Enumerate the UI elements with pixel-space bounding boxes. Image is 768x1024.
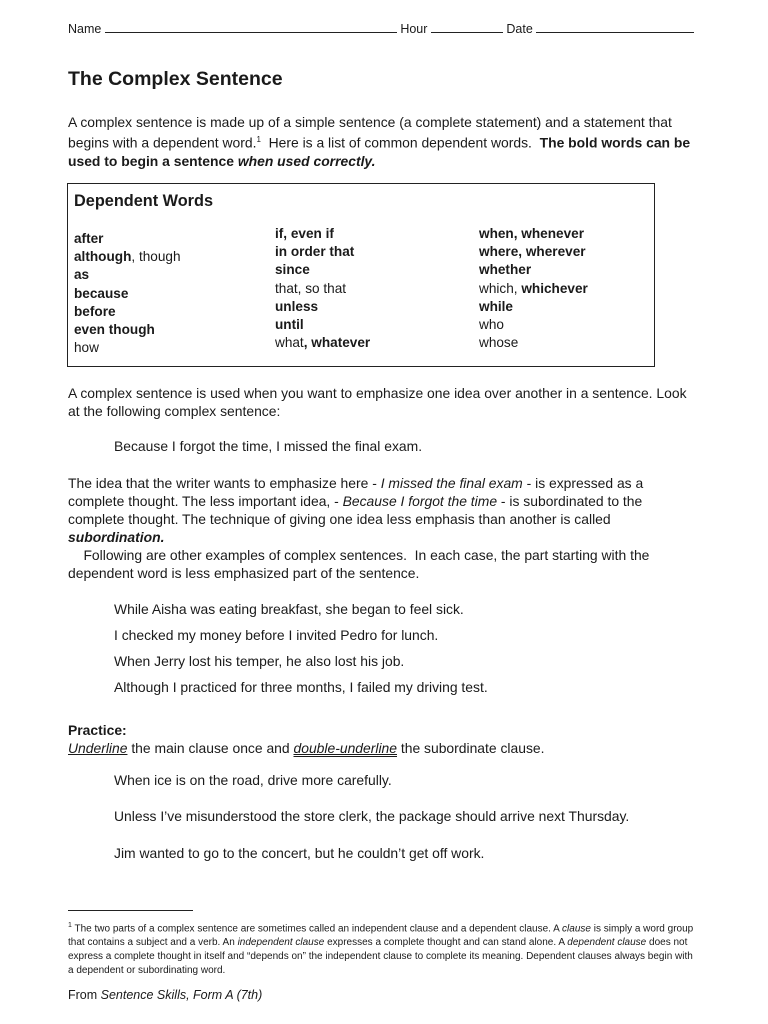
intro-text: A complex sentence is made up of a simple sentence (a complete statement) and a statement that begins with a dependent word. — [68, 114, 672, 151]
dependent-word-plain: which, — [479, 280, 522, 296]
fn-t2: is simply a word group that contains a subject and a verb. An — [68, 923, 694, 949]
fn-i2: independent clause — [237, 937, 325, 949]
dependent-word — [74, 248, 181, 266]
para3-a: The idea that the writer wants to emphasize here - — [68, 475, 381, 491]
dependent-word-bold: in order that — [275, 244, 355, 260]
dependent-word — [479, 298, 588, 316]
para3-b: - is expressed as a complete thought. The less important idea, - — [68, 475, 644, 509]
source-prefix: From — [68, 988, 101, 1002]
practice-item[interactable]: Jim wanted to go to the concert, but he couldn’t get off work. — [114, 845, 485, 861]
dependent-word-plain: whose — [479, 335, 519, 351]
dependent-word — [74, 303, 181, 321]
footnote-number: 1 — [68, 922, 72, 929]
para3-b-italic: Because I forgot the time — [342, 493, 498, 509]
instr-end: the subordinate clause. — [397, 740, 545, 756]
dependent-word — [275, 334, 370, 352]
fn-t3: expresses a complete thought and can stand alone. A — [324, 937, 568, 949]
source-title: Sentence Skills, Form A (7th) — [100, 988, 263, 1002]
dependent-word-bold: , whatever — [303, 335, 371, 351]
source-citation — [68, 988, 262, 1002]
dependent-words-heading: Dependent Words — [74, 192, 214, 210]
name-blank[interactable] — [105, 22, 397, 33]
double-underline-word: double-underline — [293, 740, 397, 756]
dependent-word — [74, 339, 181, 357]
dependent-word — [275, 298, 370, 316]
dependent-word — [479, 243, 588, 261]
underline-word: Underline — [68, 740, 128, 756]
paragraph-3 — [68, 474, 700, 546]
fn-i3: dependent clause — [567, 937, 647, 949]
instr-mid: the main clause once and — [127, 740, 294, 756]
footnote-divider — [68, 910, 193, 911]
dependent-word-bold: when, whenever — [479, 226, 585, 241]
para3-c-italic: subordination. — [68, 529, 165, 545]
dependent-word-bold: since — [275, 262, 310, 278]
dependent-word-plain: what — [275, 335, 304, 351]
date-blank[interactable] — [536, 22, 694, 33]
dependent-word — [479, 225, 588, 243]
dependent-word — [275, 316, 370, 334]
dependent-word-bold: even though — [74, 322, 155, 338]
dependent-word-bold: until — [275, 317, 304, 333]
paragraph-4: Following are other examples of complex sentences. In each case, the part starting with the dependent word is less emphasized part of the sentence. — [68, 547, 654, 581]
dependent-words-col-1 — [74, 230, 181, 357]
intro-text-2: Here is a list of common dependent words. — [260, 134, 540, 151]
para3-c: - is subordinated to the complete thought. The technique of giving one idea less emphasis than another is called — [68, 493, 643, 527]
page-title: The Complex Sentence — [68, 68, 283, 90]
dependent-words-col-2 — [275, 225, 370, 352]
dependent-words-box — [67, 183, 655, 367]
dependent-word — [479, 280, 588, 298]
footnote — [68, 919, 698, 978]
dependent-word — [74, 266, 181, 284]
practice-item[interactable]: Unless I’ve misunderstood the store clerk, the package should arrive next Thursday. — [114, 808, 630, 824]
dependent-word — [275, 280, 370, 298]
practice-heading: Practice: — [68, 722, 127, 738]
dependent-word — [479, 261, 588, 279]
dependent-word-bold: where, wherever — [479, 244, 586, 260]
para3-a-italic: I missed the final exam — [380, 475, 523, 491]
example-item: When Jerry lost his temper, he also lost his job. — [114, 653, 405, 669]
dependent-word-plain: , though — [131, 249, 181, 265]
dependent-word-bold: although — [74, 249, 132, 265]
dependent-word-bold: after — [74, 231, 104, 246]
dependent-word — [275, 243, 370, 261]
dependent-word — [74, 230, 181, 248]
fn-t1: The two parts of a complex sentence are sometimes called an independent clause and a dependent clause. A — [71, 923, 563, 935]
intro-bold-italic: when used correctly. — [237, 152, 376, 169]
name-label: Name — [68, 22, 102, 36]
dependent-word-bold: unless — [275, 298, 319, 314]
paragraph-2: A complex sentence is used when you want to emphasize one idea over another in a sentence. Look at the following complex sentence: — [68, 385, 687, 419]
dependent-word-bold: because — [74, 285, 129, 301]
dependent-word-bold: as — [74, 267, 90, 283]
example-item: While Aisha was eating breakfast, she began to feel sick. — [114, 601, 464, 617]
dependent-word — [74, 321, 181, 339]
example-item: Although I practiced for three months, I failed my driving test. — [114, 679, 488, 695]
dependent-word — [275, 261, 370, 279]
dependent-word-plain: how — [74, 340, 99, 356]
footnote-ref: 1 — [256, 135, 261, 144]
practice-item[interactable]: When ice is on the road, drive more carefully. — [114, 772, 392, 788]
dependent-word — [479, 334, 588, 352]
intro-paragraph — [68, 113, 700, 170]
dependent-word — [74, 285, 181, 303]
dependent-word-bold: whether — [479, 262, 532, 278]
dependent-word — [275, 225, 370, 243]
practice-instructions — [68, 740, 545, 756]
dependent-word-bold: before — [74, 303, 116, 319]
fn-i1: clause — [562, 923, 591, 935]
dependent-word-bold: whichever — [521, 280, 588, 296]
date-label: Date — [506, 22, 533, 36]
dependent-word-plain: that, so that — [275, 280, 347, 296]
dependent-word — [479, 316, 588, 334]
fn-t4: does not express a complete thought in itself and “depends on” the independent clause to complete its meaning. Dependent clauses always begin with a dependent or subordinating word. — [68, 937, 693, 977]
dependent-word-bold: if, even if — [275, 226, 334, 241]
dependent-word-plain: who — [479, 317, 504, 333]
dependent-words-col-3 — [479, 225, 588, 352]
intro-bold: The bold words can be used to begin a sentence — [68, 134, 691, 169]
hour-blank[interactable] — [431, 22, 503, 33]
dependent-word-bold: while — [479, 298, 513, 314]
example-item: I checked my money before I invited Pedro for lunch. — [114, 627, 439, 643]
header-fields — [68, 22, 694, 36]
hour-label: Hour — [400, 22, 428, 36]
example-sentence: Because I forgot the time, I missed the final exam. — [114, 438, 423, 454]
